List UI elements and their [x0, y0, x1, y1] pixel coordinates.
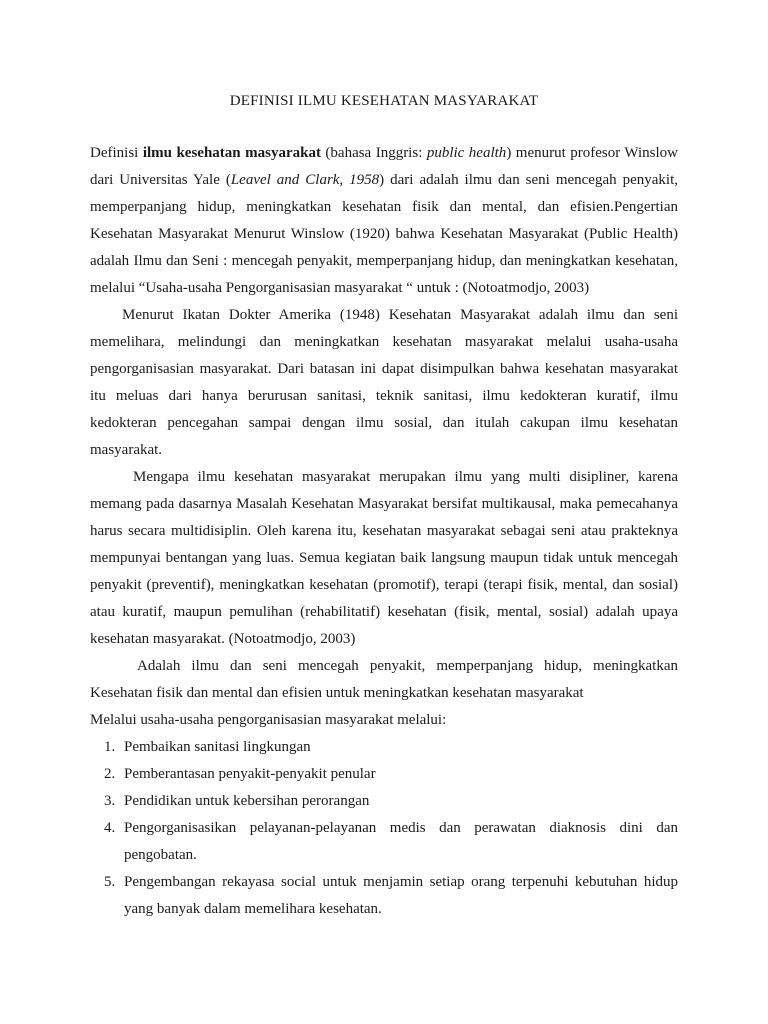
text-segment-italic: Leavel and Clark, 1958: [230, 172, 380, 188]
text-segment: ) menurut profesor Winslow dari Universitas Yale (: [90, 145, 678, 188]
list-item-number: 4.: [104, 820, 116, 836]
list-item-number: 5.: [104, 874, 116, 890]
list-item-number: 2.: [104, 766, 116, 782]
list-item: [90, 869, 678, 923]
numbered-list: [90, 734, 678, 923]
list-item-text: Pengembangan rekayasa social untuk menjamin setiap orang terpenuhi kebutuhan hidup yang banyak dalam memelihara kesehatan.: [124, 874, 678, 917]
list-item: [90, 788, 678, 815]
list-item-text: Pembaikan sanitasi lingkungan: [124, 739, 311, 755]
document-content: [90, 88, 678, 923]
paragraph-definition-winslow: [90, 140, 678, 302]
list-item-number: 3.: [104, 793, 116, 809]
paragraph-ikatan-dokter-amerika: Menurut Ikatan Dokter Amerika (1948) Kesehatan Masyarakat adalah ilmu dan seni memelihara, melindungi dan meningkatkan kesehatan masyarakat melalui usaha-usaha pengorganisasian masyarakat. Dari batasan ini dapat disimpulkan bahwa kesehatan masyarakat itu meluas dari hanya berurusan sanitasi, teknik sanitasi, ilmu kedokteran kuratif, ilmu kedokteran pencegahan sampai dengan ilmu sosial, dan itulah cakupan ilmu kesehatan masyarakat.: [90, 307, 678, 458]
list-item-number: 1.: [104, 739, 116, 755]
list-item-text: Pengorganisasikan pelayanan-pelayanan medis dan perawatan diaknosis dini dan pengobatan.: [124, 820, 678, 863]
list-item-text: Pendidikan untuk kebersihan perorangan: [124, 793, 370, 809]
list-item: [90, 815, 678, 869]
list-item: [90, 734, 678, 761]
paragraph-adalah-ilmu: Adalah ilmu dan seni mencegah penyakit, memperpanjang hidup, meningkatkan Kesehatan fisik dan mental dan efisien untuk meningkatkan kesehatan masyarakat: [90, 658, 678, 701]
text-segment-bold: ilmu kesehatan masyarakat: [142, 145, 321, 161]
document-title: DEFINISI ILMU KESEHATAN MASYARAKAT: [229, 93, 539, 109]
text-segment-italic: public health: [426, 145, 507, 161]
text-segment: ) dari adalah ilmu dan seni mencegah penyakit, memperpanjang hidup, meningkatkan kesehatan fisik dan mental, dan efisien.Pengertian Kesehatan Masyarakat Menurut Winslow (1920) bahwa Kesehatan Masyarakat (Public Health) adalah Ilmu dan Seni : mencegah penyakit, memperpanjang hidup, dan meningkatkan kesehatan, melalui “Usaha-usaha Pengorganisasian masyarakat “ untuk : (Notoatmodjo, 2003): [90, 172, 678, 296]
paragraph-multi-disipliner: Mengapa ilmu kesehatan masyarakat merupakan ilmu yang multi disipliner, karena memang pada dasarnya Masalah Kesehatan Masyarakat bersifat multikausal, maka pemecahanya harus secara multidisiplin. Oleh karena itu, kesehatan masyarakat sebagai seni atau prakteknya mempunyai bentangan yang luas. Semua kegiatan baik langsung maupun tidak untuk mencegah penyakit (preventif), meningkatkan kesehatan (promotif), terapi (terapi fisik, mental, dan sosial) atau kuratif, maupun pemulihan (rehabilitatif) kesehatan (fisik, mental, sosial) adalah upaya kesehatan masyarakat. (Notoatmodjo, 2003): [90, 469, 678, 647]
text-segment: (bahasa Inggris:: [320, 145, 427, 161]
list-intro: Melalui usaha-usaha pengorganisasian masyarakat melalui:: [90, 712, 447, 728]
list-item: [90, 761, 678, 788]
list-item-text: Pemberantasan penyakit-penyakit penular: [124, 766, 376, 782]
text-segment: Definisi: [90, 145, 143, 161]
